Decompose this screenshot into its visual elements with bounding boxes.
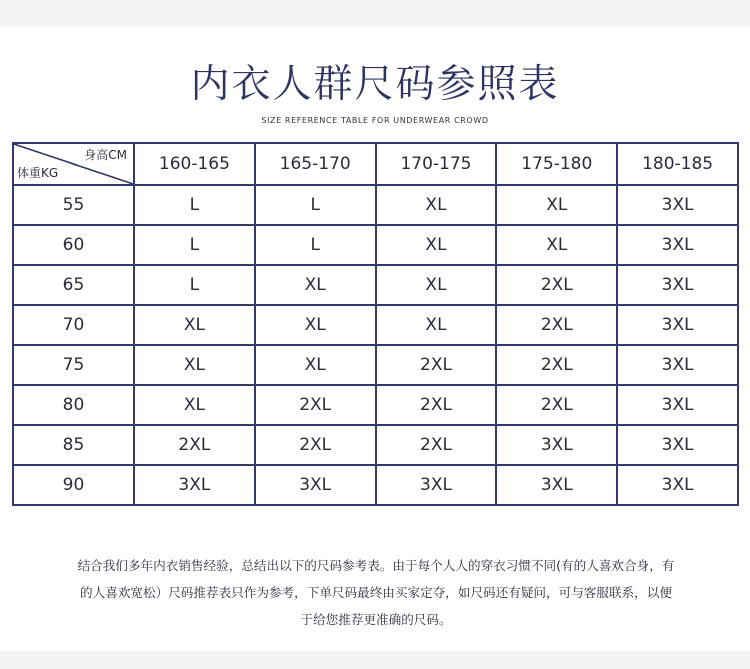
weight-cell: 90 [13,465,134,505]
size-cell: XL [376,225,497,265]
size-cell: 3XL [617,385,738,425]
table-row [13,185,738,225]
size-cell: 3XL [617,345,738,385]
height-column-header: 175-180 [496,143,617,185]
table-row [13,385,738,425]
size-cell: XL [134,385,255,425]
size-cell: 2XL [376,425,497,465]
size-cell: 2XL [496,265,617,305]
size-note [18,552,734,633]
note-line: 的人喜欢宽松）尺码推荐表只作为参考，下单尺码最终由买家定夺，如尺码还有疑问，可与客服联系，以便 [80,585,672,600]
bottom-band [0,651,750,669]
size-cell: 2XL [496,385,617,425]
height-column-header: 170-175 [376,143,497,185]
height-column-header: 165-170 [255,143,376,185]
size-cell: XL [496,225,617,265]
size-cell: L [134,185,255,225]
table-row [13,465,738,505]
height-column-header: 160-165 [134,143,255,185]
note-line: 结合我们多年内衣销售经验，总结出以下的尺码参考表。由于每个人人的穿衣习惯不同(有的人喜欢合身，有 [77,558,675,573]
size-cell: 2XL [376,385,497,425]
size-cell: XL [134,305,255,345]
size-cell: 2XL [134,425,255,465]
size-cell: XL [376,265,497,305]
weight-cell: 60 [13,225,134,265]
size-cell: 2XL [255,425,376,465]
table-row [13,225,738,265]
corner-header-cell [13,143,134,185]
weight-cell: 65 [13,265,134,305]
size-reference-table [12,142,739,506]
top-band [0,0,750,26]
size-cell: 3XL [255,465,376,505]
size-cell: 3XL [496,425,617,465]
size-cell: L [255,185,376,225]
table-row [13,425,738,465]
table-row [13,305,738,345]
size-cell: XL [255,345,376,385]
size-cell: L [134,225,255,265]
height-column-header: 180-185 [617,143,738,185]
size-cell: 3XL [617,305,738,345]
table-row [13,345,738,385]
height-axis-label: 身高CM [84,148,127,162]
size-cell: XL [376,185,497,225]
size-cell: 3XL [496,465,617,505]
weight-cell: 85 [13,425,134,465]
weight-cell: 70 [13,305,134,345]
page-subtitle: SIZE REFERENCE TABLE FOR UNDERWEAR CROWD [261,116,489,125]
size-cell: 3XL [617,225,738,265]
size-cell: 3XL [376,465,497,505]
size-cell: 2XL [255,385,376,425]
size-cell: XL [134,345,255,385]
size-cell: XL [376,305,497,345]
size-cell: XL [255,265,376,305]
size-cell: 3XL [617,185,738,225]
size-cell: 2XL [496,305,617,345]
weight-axis-label: 体重KG [17,166,59,180]
size-cell: XL [255,305,376,345]
size-cell: L [255,225,376,265]
table-row [13,265,738,305]
size-cell: L [134,265,255,305]
size-cell: 3XL [134,465,255,505]
note-line: 于给您推荐更准确的尺码。 [300,612,452,627]
table-header-row [13,143,738,185]
size-cell: 3XL [617,465,738,505]
page-title: 内衣人群尺码参照表 [190,62,560,107]
weight-cell: 55 [13,185,134,225]
size-cell: 3XL [617,425,738,465]
weight-cell: 75 [13,345,134,385]
size-cell: XL [496,185,617,225]
size-cell: 2XL [496,345,617,385]
size-cell: 3XL [617,265,738,305]
size-cell: 2XL [376,345,497,385]
weight-cell: 80 [13,385,134,425]
